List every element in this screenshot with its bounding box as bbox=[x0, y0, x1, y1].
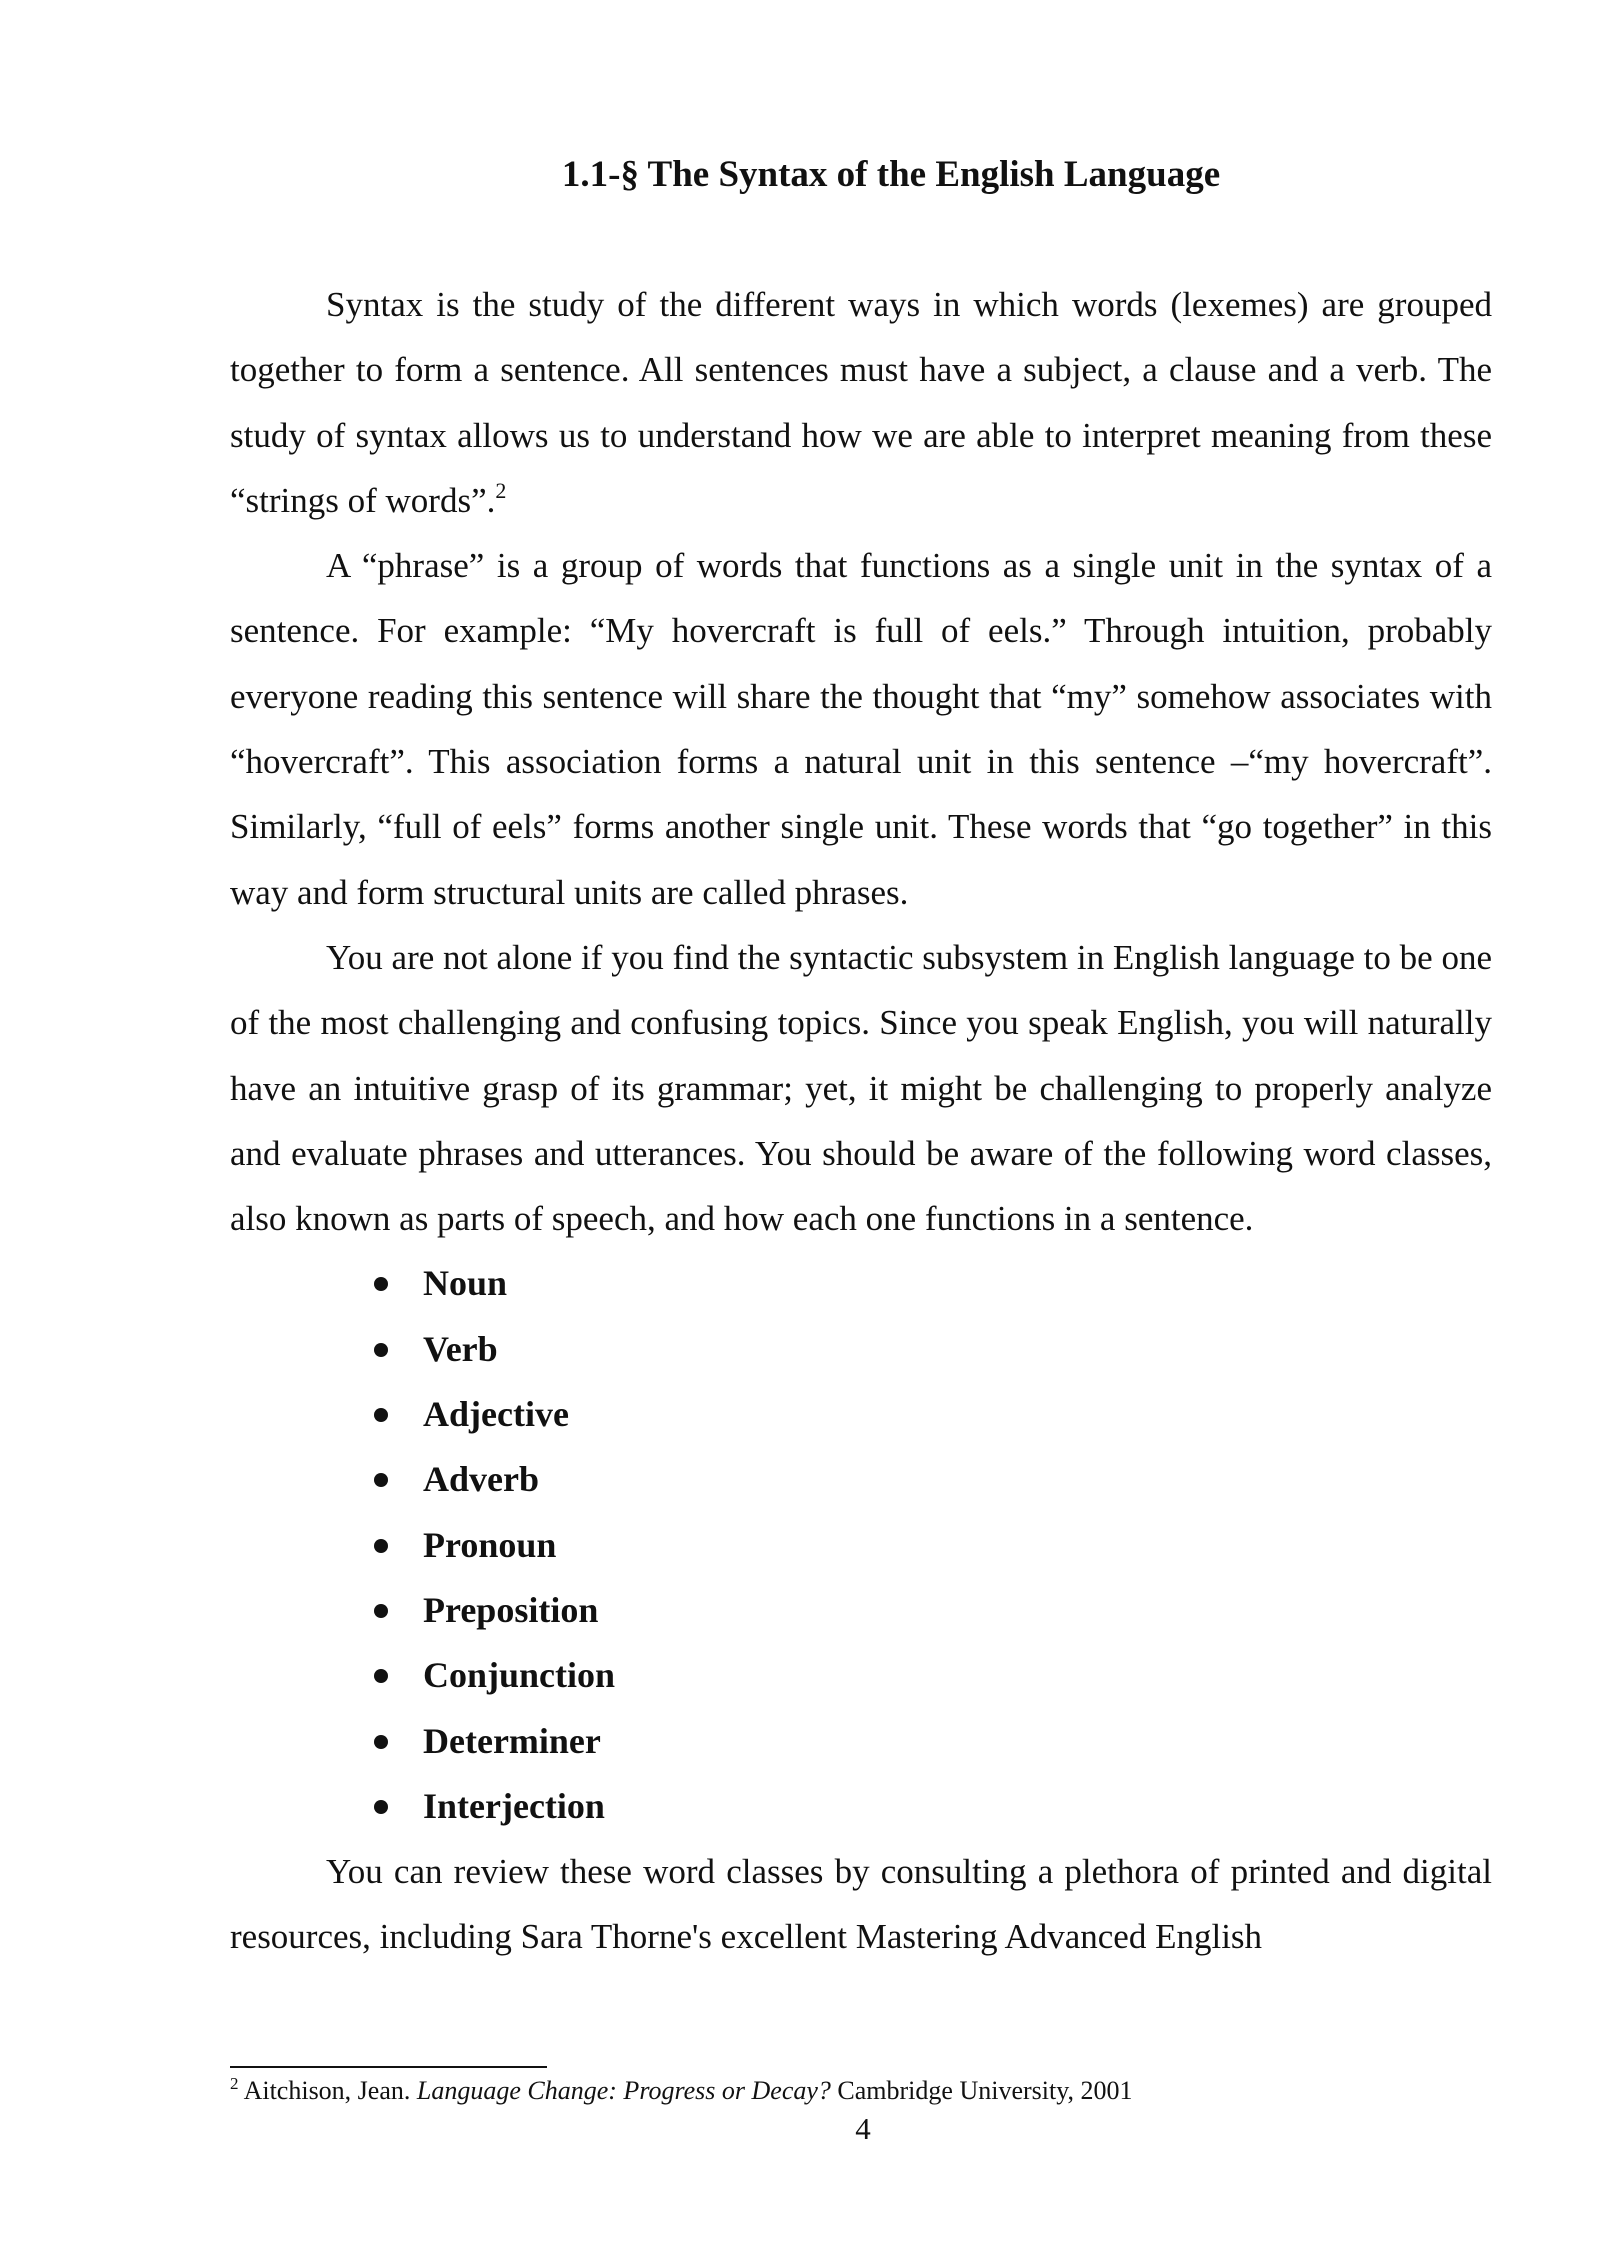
footnote-reference[interactable]: 2 bbox=[495, 477, 507, 503]
list-item-label: Verb bbox=[423, 1328, 498, 1369]
bullet-icon bbox=[374, 1669, 388, 1683]
bullet-icon bbox=[374, 1473, 388, 1487]
list-item-determiner bbox=[230, 1709, 1492, 1774]
list-item-pronoun bbox=[230, 1513, 1492, 1578]
footnote-publisher: Cambridge University, 2001 bbox=[837, 2076, 1133, 2105]
paragraph-text: Syntax is the study of the different ways in which words (lexemes) are grouped together to form a sentence. All sentences must have a subject, a clause and a verb. The study of syntax allows us to understand how we are able to interpret meaning from these “strings of words”. bbox=[230, 285, 1492, 520]
footnote bbox=[230, 2072, 1492, 2110]
list-item-label: Determiner bbox=[423, 1720, 601, 1761]
list-item-label: Noun bbox=[423, 1263, 508, 1304]
footnote-title: Language Change: Progress or Decay? bbox=[416, 2076, 831, 2105]
list-item-noun bbox=[230, 1251, 1492, 1316]
list-item-adverb bbox=[230, 1447, 1492, 1512]
bullet-icon bbox=[374, 1277, 388, 1291]
page-number: 4 bbox=[855, 2111, 871, 2146]
list-item-verb bbox=[230, 1317, 1492, 1382]
body-text bbox=[230, 272, 1492, 1970]
bullet-icon bbox=[374, 1408, 388, 1422]
bullet-icon bbox=[374, 1343, 388, 1357]
bullet-icon bbox=[374, 1539, 388, 1553]
list-item-label: Adverb bbox=[423, 1459, 539, 1500]
bullet-icon bbox=[374, 1604, 388, 1618]
list-item-label: Adjective bbox=[423, 1394, 569, 1435]
list-item-interjection bbox=[230, 1774, 1492, 1839]
list-item-label: Interjection bbox=[423, 1785, 605, 1826]
paragraph-syntactic-subsystem: You are not alone if you find the syntactic subsystem in English language to be one of the most challenging and confusing topics. Since you speak English, you will naturally have an intuitive grasp of its grammar; yet, it might be challenging to properly analyze and evaluate phrases and utterances. You should be aware of the following word classes, also known as parts of speech, and how each one functions in a sentence. bbox=[230, 937, 1492, 1239]
list-item-preposition bbox=[230, 1578, 1492, 1643]
word-class-list bbox=[230, 1251, 1492, 1839]
list-item-label: Preposition bbox=[423, 1589, 599, 1630]
paragraph-review-resources: You can review these word classes by consulting a plethora of printed and digital resources, including Sara Thorne's excellent Mastering Advanced English bbox=[230, 1852, 1492, 1957]
bullet-icon bbox=[374, 1735, 388, 1749]
section-heading: 1.1-§ The Syntax of the English Language bbox=[561, 154, 1221, 195]
list-item-adjective bbox=[230, 1382, 1492, 1447]
paragraph-syntax-definition bbox=[230, 272, 1492, 533]
paragraph-phrase-definition: A “phrase” is a group of words that functions as a single unit in the syntax of a sentence. For example: “My hovercraft is full of eels.” Through intuition, probably everyone reading this sentence will share the thought that “my” somehow associates with “hovercraft”. This association forms a natural unit in this sentence –“my hovercraft”. Similarly, “full of eels” forms another single unit. These words that “go together” in this way and form structural units are called phrases. bbox=[230, 546, 1492, 912]
list-item-conjunction bbox=[230, 1643, 1492, 1708]
footnote-author: Aitchison, Jean. bbox=[243, 2076, 411, 2105]
list-item-label: Pronoun bbox=[423, 1524, 557, 1565]
list-item-label: Conjunction bbox=[423, 1655, 616, 1696]
bullet-icon bbox=[374, 1800, 388, 1814]
footnote-separator bbox=[230, 2066, 547, 2068]
footnote-number: 2 bbox=[230, 2074, 239, 2093]
